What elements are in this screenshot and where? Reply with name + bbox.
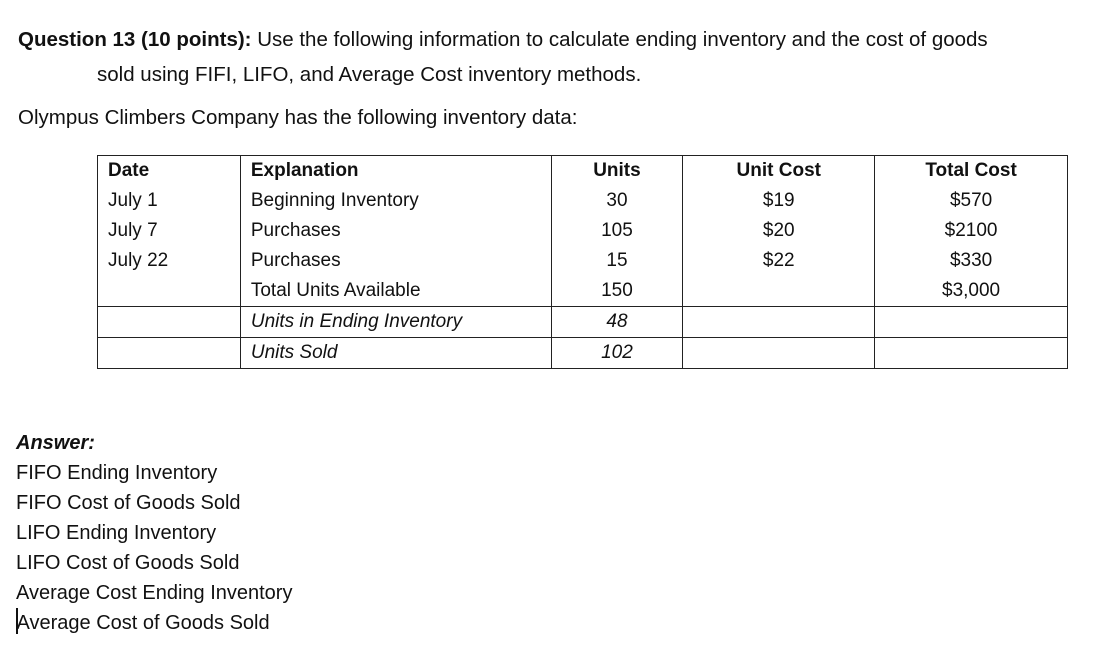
- cell-units: 105: [551, 216, 683, 246]
- cell-date: July 7: [98, 216, 241, 246]
- answer-item-avg-cogs-line[interactable]: [16, 608, 292, 638]
- cell-unit-cost: $22: [683, 246, 875, 276]
- cell-total-cost: $2100: [875, 216, 1068, 246]
- cell-total-cost: $330: [875, 246, 1068, 276]
- table-header-row: [98, 156, 1068, 187]
- cell-explanation: Beginning Inventory: [240, 186, 551, 216]
- header-date: Date: [98, 156, 241, 187]
- cell-unit-cost-empty: [683, 276, 875, 307]
- cell-date-empty: [98, 276, 241, 307]
- answer-item-lifo-ending-inventory[interactable]: LIFO Ending Inventory: [16, 522, 217, 544]
- cell-units: 102: [551, 338, 683, 369]
- cell-explanation: Units Sold: [240, 338, 551, 369]
- table-row: [98, 246, 1068, 276]
- cell-units: 48: [551, 307, 683, 338]
- cell-units: 150: [551, 276, 683, 307]
- cell-date-empty: [98, 307, 241, 338]
- cell-total-cost: $570: [875, 186, 1068, 216]
- answer-item-fifo-ending-inventory[interactable]: FIFO Ending Inventory: [16, 462, 218, 484]
- ending-inventory-row: [98, 307, 1068, 338]
- cell-explanation: Purchases: [240, 216, 551, 246]
- answer-item-avg-cogs: Average Cost of Goods Sold: [16, 612, 270, 634]
- cell-units: 15: [551, 246, 683, 276]
- header-units: Units: [551, 156, 683, 187]
- answer-heading: Answer:: [16, 432, 95, 454]
- units-sold-row: [98, 338, 1068, 369]
- cell-unit-cost: $20: [683, 216, 875, 246]
- table-row: [98, 216, 1068, 246]
- cell-explanation: Total Units Available: [240, 276, 551, 307]
- cell-units: 30: [551, 186, 683, 216]
- inventory-table: [97, 155, 1068, 369]
- answer-item-fifo-cogs[interactable]: FIFO Cost of Goods Sold: [16, 492, 241, 514]
- question-text: [18, 22, 1098, 92]
- answer-section: [16, 428, 292, 638]
- cell-total-cost-empty: [875, 307, 1068, 338]
- question-label: Question 13 (10 points):: [18, 28, 252, 51]
- intro-text: Olympus Climbers Company has the following inventory data:: [18, 106, 578, 129]
- cell-total-cost-empty: [875, 338, 1068, 369]
- table-row: [98, 186, 1068, 216]
- total-available-row: [98, 276, 1068, 307]
- cell-date: July 1: [98, 186, 241, 216]
- cell-unit-cost: $19: [683, 186, 875, 216]
- header-total-cost: Total Cost: [875, 156, 1068, 187]
- cell-date: July 22: [98, 246, 241, 276]
- answer-item-lifo-cogs[interactable]: LIFO Cost of Goods Sold: [16, 552, 240, 574]
- question-line-2: sold using FIFI, LIFO, and Average Cost inventory methods.: [97, 63, 642, 86]
- answer-item-avg-ending-inventory[interactable]: Average Cost Ending Inventory: [16, 582, 293, 604]
- question-line-1: Use the following information to calculate ending inventory and the cost of goods: [251, 28, 988, 51]
- header-explanation: Explanation: [240, 156, 551, 187]
- cell-unit-cost-empty: [683, 338, 875, 369]
- cell-date-empty: [98, 338, 241, 369]
- header-unit-cost: Unit Cost: [683, 156, 875, 187]
- cell-explanation: Purchases: [240, 246, 551, 276]
- cell-total-cost: $3,000: [875, 276, 1068, 307]
- cell-explanation: Units in Ending Inventory: [240, 307, 551, 338]
- cell-unit-cost-empty: [683, 307, 875, 338]
